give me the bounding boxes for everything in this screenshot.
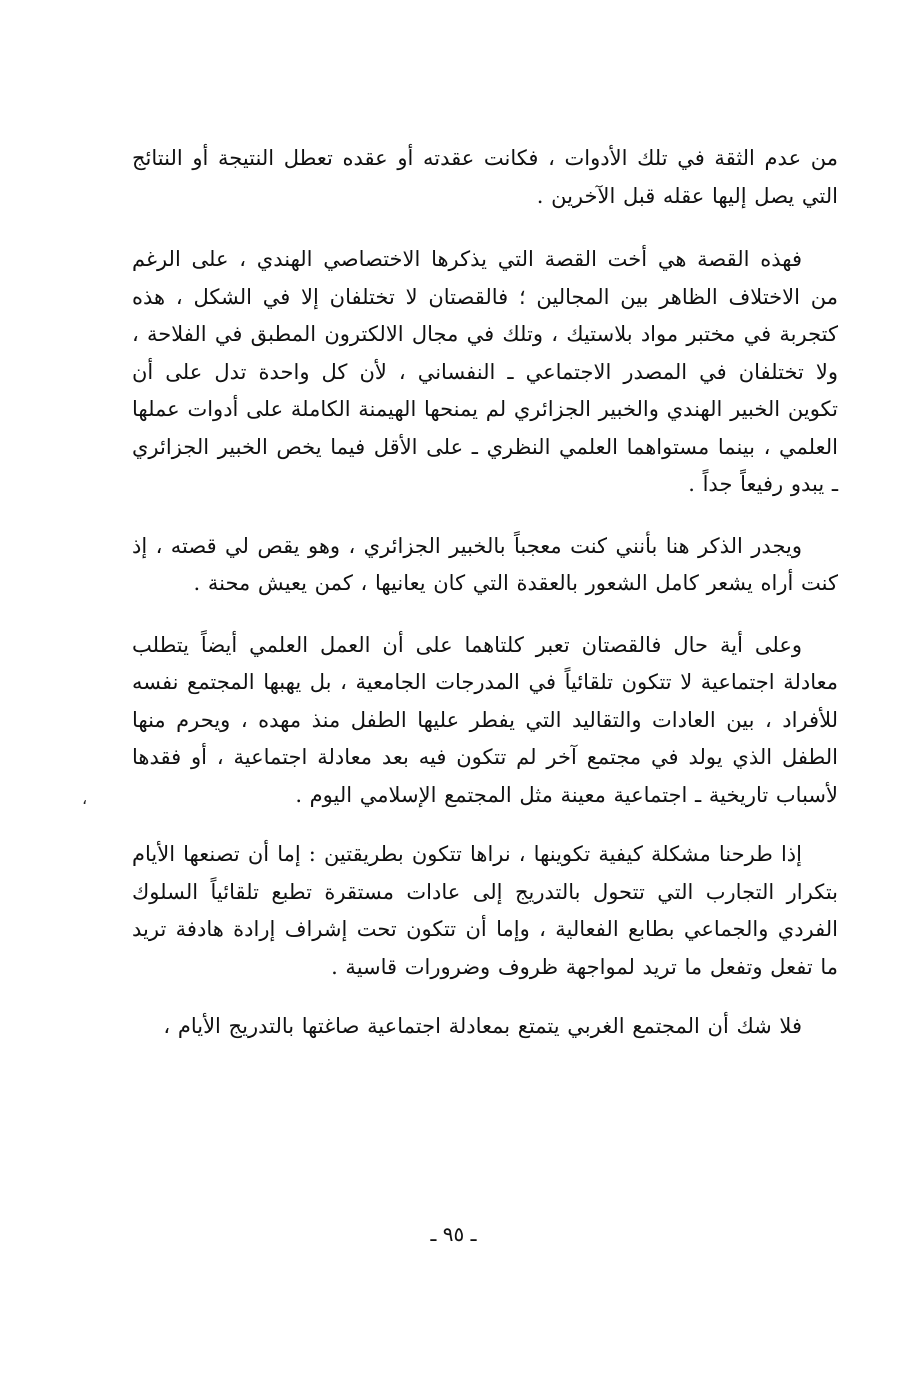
paragraph-1: من عدم الثقة في تلك الأدوات ، فكانت عقدته أو عقده تعطل النتيجة أو النتائج التي يصل إليها عقله قبل الآخرين . <box>132 146 838 208</box>
paragraph-3: ويجدر الذكر هنا بأنني كنت معجباً بالخبير الجزائري ، وهو يقص لي قصته ، إذ كنت أراه يشعر كامل الشعور بالعقدة التي كان يعانيها ، كمن يعيش محنة . <box>132 533 838 595</box>
page-number: ـ ٩٥ ـ <box>430 1222 477 1246</box>
margin-mark: ، <box>82 789 88 808</box>
paragraph-2: فهذه القصة هي أخت القصة التي يذكرها الاختصاصي الهندي ، على الرغم من الاختلاف الظاهر بين المجالين ؛ فالقصتان لا تختلفان إلا في الشكل ، هذه كتجربة في مختبر مواد بلاستيك ، وتلك في مجال الالكترون المطبق في الفلاحة ، ولا تختلفان في المصدر الاجتماعي ـ النفساني ، لأن كل واحدة تدل على أن تكوين الخبير الهندي والخبير الجزائري لم يمنحها الهيمنة الكاملة على أدوات عملها العلمي ، بينما مستواهما العلمي النظري ـ على الأقل فيما يخص الخبير الجزائري ـ يبدو رفيعاً جداً . <box>132 247 838 496</box>
paragraph-6: فلا شك أن المجتمع الغربي يتمتع بمعادلة اجتماعية صاغتها بالتدريج الأيام ، <box>163 1014 802 1038</box>
paragraph-4: وعلى أية حال فالقصتان تعبر كلتاهما على أن العمل العلمي أيضاً يتطلب معادلة اجتماعية لا تتكون تلقائياً في المدرجات الجامعية ، بل يهبها المجتمع نفسه للأفراد ، بين العادات والتقاليد التي يفطر عليها الطفل منذ مهده ، ويحرم منها الطفل الذي يولد في مجتمع آخر لم تتكون فيه بعد معادلة اجتماعية ، أو فقدها لأسباب تاريخية ـ اجتماعية معينة مثل المجتمع الإسلامي اليوم . <box>132 632 838 807</box>
body-text <box>132 140 838 1046</box>
paragraph-5: إذا طرحنا مشكلة كيفية تكوينها ، نراها تتكون بطريقتين : إما أن تصنعها الأيام بتكرار التجارب التي تتحول بالتدريج إلى عادات مستقرة تطبع تلقائياً السلوك الفردي والجماعي بطابع الفعالية ، وإما أن تتكون تحت إشراف إرادة هادفة تريد ما تفعل وتفعل ما تريد لمواجهة ظروف وضرورات قاسية . <box>132 842 838 979</box>
